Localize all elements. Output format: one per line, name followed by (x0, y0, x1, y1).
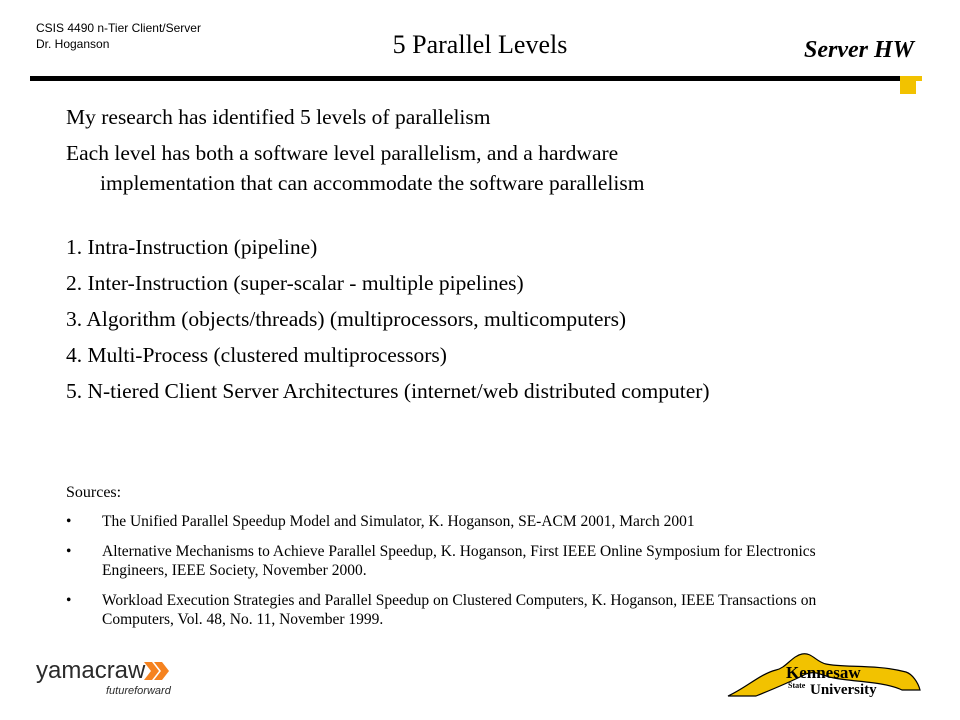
ksu-university-text: University (810, 682, 877, 698)
header-rule-accent-cap (916, 76, 922, 81)
ksu-state-text: State (788, 681, 806, 690)
sources-list (66, 512, 866, 640)
level-item: 4. Multi-Process (clustered multiprocessors) (66, 343, 447, 367)
source-text: Workload Execution Strategies and Parallel Speedup on Clustered Computers, K. Hoganson, IEEE Transactions on Computers, Vol. 48, No. 11, November 1999. (102, 592, 817, 628)
header-rule (30, 76, 900, 81)
intro-paragraph-1: My research has identified 5 levels of parallelism (66, 105, 491, 129)
yamacraw-wordmark: yamacraw (36, 657, 146, 684)
header-rule-accent (900, 76, 916, 94)
ksu-kennesaw-text: Kennesaw (786, 663, 861, 682)
yamacraw-tagline: futureforward (106, 685, 171, 697)
source-item (66, 591, 866, 629)
source-item (66, 512, 866, 531)
intro-paragraph-2-line1: Each level has both a software level parallelism, and a hardware (66, 141, 619, 165)
yamacraw-logo (36, 654, 176, 698)
parallel-levels-list (66, 232, 710, 412)
kennesaw-state-university-logo (726, 652, 922, 698)
chevron-arrows-icon (144, 662, 169, 680)
level-item: 1. Intra-Instruction (pipeline) (66, 235, 318, 259)
source-item (66, 542, 866, 580)
source-text: The Unified Parallel Speedup Model and Simulator, K. Hoganson, SE-ACM 2001, March 2001 (102, 513, 695, 530)
bullet-icon: • (66, 513, 72, 530)
intro-paragraph-2 (66, 138, 886, 198)
instructor-name: Dr. Hoganson (36, 37, 110, 51)
section-label: Server HW (804, 37, 914, 63)
bullet-icon: • (66, 592, 72, 609)
bullet-icon: • (66, 543, 72, 560)
level-item: 2. Inter-Instruction (super-scalar - multiple pipelines) (66, 271, 524, 295)
intro-paragraph-2-line2: implementation that can accommodate the software parallelism (100, 171, 645, 195)
sources-heading: Sources: (66, 484, 122, 501)
level-item: 5. N-tiered Client Server Architectures (internet/web distributed computer) (66, 379, 710, 403)
level-item: 3. Algorithm (objects/threads) (multiprocessors, multicomputers) (66, 307, 627, 331)
slide-title: 5 Parallel Levels (392, 30, 568, 59)
source-text: Alternative Mechanisms to Achieve Parallel Speedup, K. Hoganson, First IEEE Online Symposium for Electronics Engineers, IEEE Society, November 2000. (102, 543, 816, 579)
course-name: CSIS 4490 n-Tier Client/Server (36, 21, 201, 35)
